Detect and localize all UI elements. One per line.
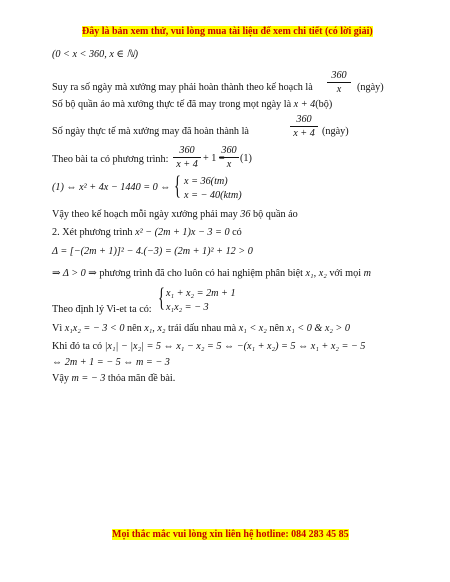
solution-x2: x = − 40(ktm) (184, 190, 242, 201)
vieta-brace: { (158, 283, 165, 312)
discriminant: Δ = [−(2m + 1)]² − 4.(−3) = (2m + 1)² + 12 > 0 (52, 246, 253, 257)
distinct-roots: ⇒ Δ > 0 ⇒ phương trình đã cho luôn có hai nghiệm phân biệt x₁, x₂ với mọi m (52, 268, 371, 279)
vieta-intro: Theo định lý Vi-et ta có: (52, 304, 152, 315)
solve-m: ⇔ 2m + 1 = − 5 ⇔ m = − 3 (52, 357, 170, 368)
quadratic-equation: (1) ⇔ x² + 4x − 1440 = 0 ⇔ (52, 182, 171, 193)
unit-days-2: (ngày) (322, 126, 349, 137)
final-answer: Vậy m = − 3 thỏa mãn đề bài. (52, 373, 176, 384)
text-plan-days: Suy ra số ngày mà xưởng may phải hoàn thành theo kế hoạch là (52, 82, 313, 93)
vieta-product: x₁x₂ = − 3 (166, 302, 209, 313)
abs-condition: Khi đó ta có |x₁| − |x₂| = 5 ⇔ x₁ − x₂ = 5 ⇔ −(x₁ + x₂) = 5 ⇔ x₁ + x₂ = − 5 (52, 341, 366, 352)
vieta-sum: x₁ + x₂ = 2m + 1 (166, 288, 236, 299)
fraction-actual-days: 360 x + 4 (290, 114, 318, 139)
solution-x1: x = 36(tm) (184, 176, 228, 187)
header-banner: Đây là bản xem thử, vui lòng mua tài liệu để xem chi tiết (có lời giải) (82, 26, 373, 37)
text-actual-days: Số ngày thực tế mà xưởng may đã hoàn thành là (52, 126, 249, 137)
eq-plus-one: + 1 = (203, 153, 225, 164)
eq-label-1: (1) (240, 153, 252, 164)
sign-analysis: Vì x₁x₂ = − 3 < 0 nên x₁, x₂ trái dấu nhau mà x₁ < x₂ nên x₁ < 0 & x₂ > 0 (52, 323, 350, 334)
fraction-plan-days: 360 x (327, 70, 351, 95)
text-sets-per-day: Số bộ quần áo mà xưởng thực tế đã may trong mọt ngày là x + 4(bộ) (52, 99, 333, 110)
system-brace: { (174, 171, 181, 200)
footer-banner: Mọi thắc mắc vui lòng xin liên hệ hotline: 084 283 45 85 (112, 529, 349, 540)
part2-intro: 2. Xét phương trình x² − (2m + 1)x − 3 = 0 có (52, 227, 242, 238)
unit-days: (ngày) (357, 82, 384, 93)
fraction-rhs: 360 x (219, 145, 239, 170)
text-equation-intro: Theo bài ta có phương trình: (52, 154, 169, 165)
fraction-lhs: 360 x + 4 (173, 145, 201, 170)
conclusion-part1: Vậy theo kế hoạch mỗi ngày xưởng phải may 36 bộ quần áo (52, 209, 298, 220)
domain-condition: (0 < x < 360, x ∈ ℕ) (52, 49, 139, 60)
